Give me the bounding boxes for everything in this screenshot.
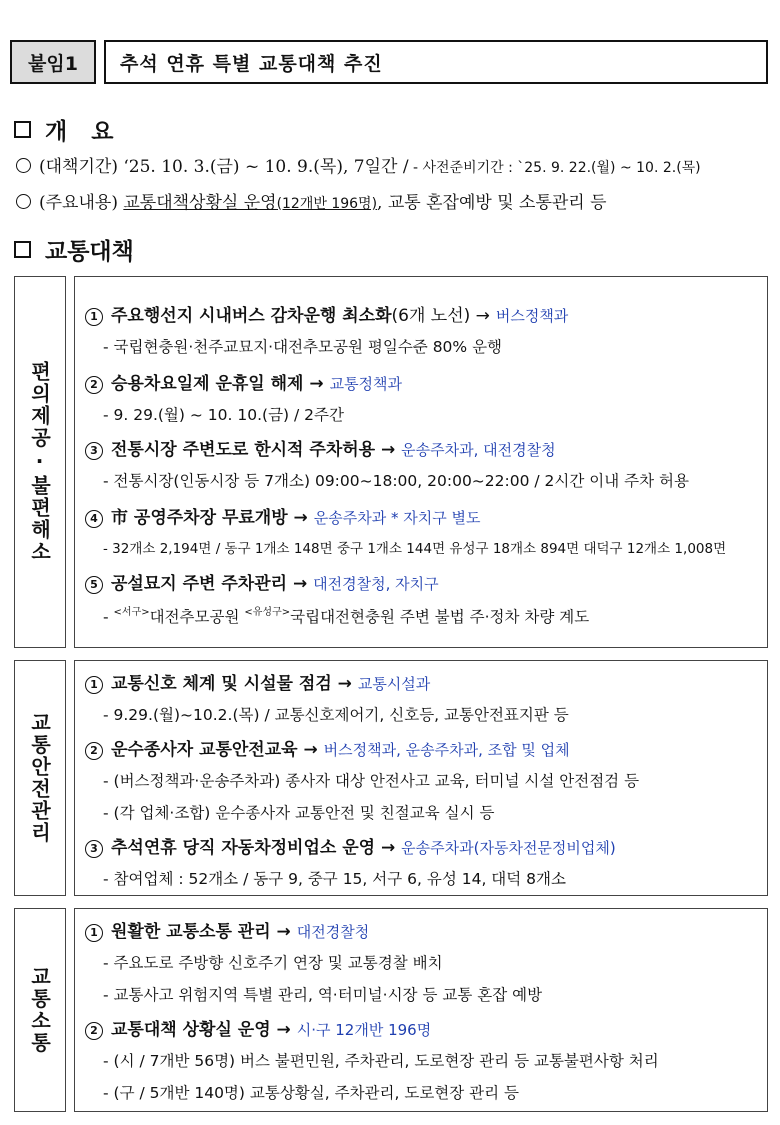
panel-side-label: 교통소통	[14, 908, 66, 1112]
list-sub: - 국립현충원·천주교묘지·대전추모공원 평일수준 80% 운행	[103, 338, 503, 356]
period-value: ‘25. 10. 3.(금) ~ 10. 9.(목), 7일간 /	[123, 157, 409, 177]
list-sub: - 교통사고 위험지역 특별 관리, 역·터미널·시장 등 교통 혼잡 예방	[103, 986, 543, 1004]
list-item: 5 공설묘지 주변 주차관리 → 대전경찰청, 자치구	[85, 569, 439, 594]
panel-side-label: 편의제공·불편해소	[14, 276, 66, 648]
measures-title: 교통대책	[45, 238, 134, 265]
list-item: 2 승용차요일제 운휴일 해제 → 교통정책과	[85, 369, 402, 394]
panel-safety	[74, 660, 768, 896]
content-label: (주요내용)	[39, 193, 118, 213]
list-sub: - (각 업체·조합) 운수종사자 교통안전 및 친절교육 실시 등	[103, 804, 495, 822]
list-sub: - 전통시장(인동시장 등 7개소) 09:00~18:00, 20:00~22:00 / 2시간 이내 주차 허용	[103, 472, 689, 490]
overview-title: 개 요	[45, 118, 114, 145]
measures-heading	[14, 234, 134, 264]
list-item: 2 운수종사자 교통안전교육 → 버스정책과, 운송주차과, 조합 및 업체	[85, 735, 570, 760]
list-sub: - 주요도로 주방향 신호주기 연장 및 교통경찰 배치	[103, 954, 443, 972]
list-sub: - 9. 29.(월) ~ 10. 10.(금) / 2주간	[103, 406, 344, 424]
list-item: 3 추석연휴 당직 자동차정비업소 운영 → 운송주차과(자동차전문정비업체)	[85, 833, 616, 858]
list-item: 4 市 공영주차장 무료개방 → 운송주차과 * 자치구 별도	[85, 503, 480, 528]
content-rest: , 교통 혼잡예방 및 소통관리 등	[377, 193, 607, 213]
circle-bullet-icon	[16, 158, 31, 173]
list-sub: - (구 / 5개반 140명) 교통상황실, 주차관리, 도로현장 관리 등	[103, 1084, 520, 1102]
overview-period	[16, 152, 701, 177]
list-item: 2 교통대책 상황실 운영 → 시·구 12개반 196명	[85, 1015, 431, 1040]
list-item: 1 주요행선지 시내버스 감차운행 최소화(6개 노선) → 버스정책과	[85, 301, 568, 326]
list-sub: - 참여업체 : 52개소 / 동구 9, 중구 15, 서구 6, 유성 14, 대덕 8개소	[103, 870, 566, 888]
list-item: 1 교통신호 체계 및 시설물 점검 → 교통시설과	[85, 669, 430, 694]
list-item: 3 전통시장 주변도로 한시적 주차허용 → 운송주차과, 대전경찰청	[85, 435, 556, 460]
attachment-tag: 붙임1	[10, 40, 96, 84]
circle-bullet-icon	[16, 194, 31, 209]
square-bullet-icon	[14, 121, 31, 138]
period-label: (대책기간)	[39, 157, 118, 177]
overview-content	[16, 188, 607, 213]
list-sub: - $^{<서구>}$대전추모공원 $^{<유성구>}$국립대전현충원 주변 불법 주·정차 차량 계도	[103, 607, 590, 626]
panel-side-label: 교통안전관리	[14, 660, 66, 896]
content-underlined: 교통대책상황실 운영(12개반 196명)	[123, 193, 378, 213]
list-sub: - 9.29.(월)~10.2.(목) / 교통신호제어기, 신호등, 교통안전표지판 등	[103, 706, 569, 724]
list-sub: - (시 / 7개반 56명) 버스 불편민원, 주차관리, 도로현장 관리 등 교통불편사항 처리	[103, 1052, 659, 1070]
pre-period: - 사전준비기간 : `25. 9. 22.(월) ~ 10. 2.(목)	[408, 160, 701, 176]
panel-convenience	[74, 276, 768, 648]
list-sub: - (버스정책과·운송주차과) 종사자 대상 안전사고 교육, 터미널 시설 안전점검 등	[103, 772, 640, 790]
list-sub: - 32개소 2,194면 / 동구 1개소 148면 중구 1개소 144면 유성구 18개소 894면 대덕구 12개소 1,008면	[103, 541, 727, 557]
overview-heading	[14, 114, 113, 144]
page-title: 추석 연휴 특별 교통대책 추진	[104, 40, 768, 84]
panel-traffic-flow	[74, 908, 768, 1112]
list-item: 1 원활한 교통소통 관리 → 대전경찰청	[85, 917, 369, 942]
square-bullet-icon	[14, 241, 31, 258]
